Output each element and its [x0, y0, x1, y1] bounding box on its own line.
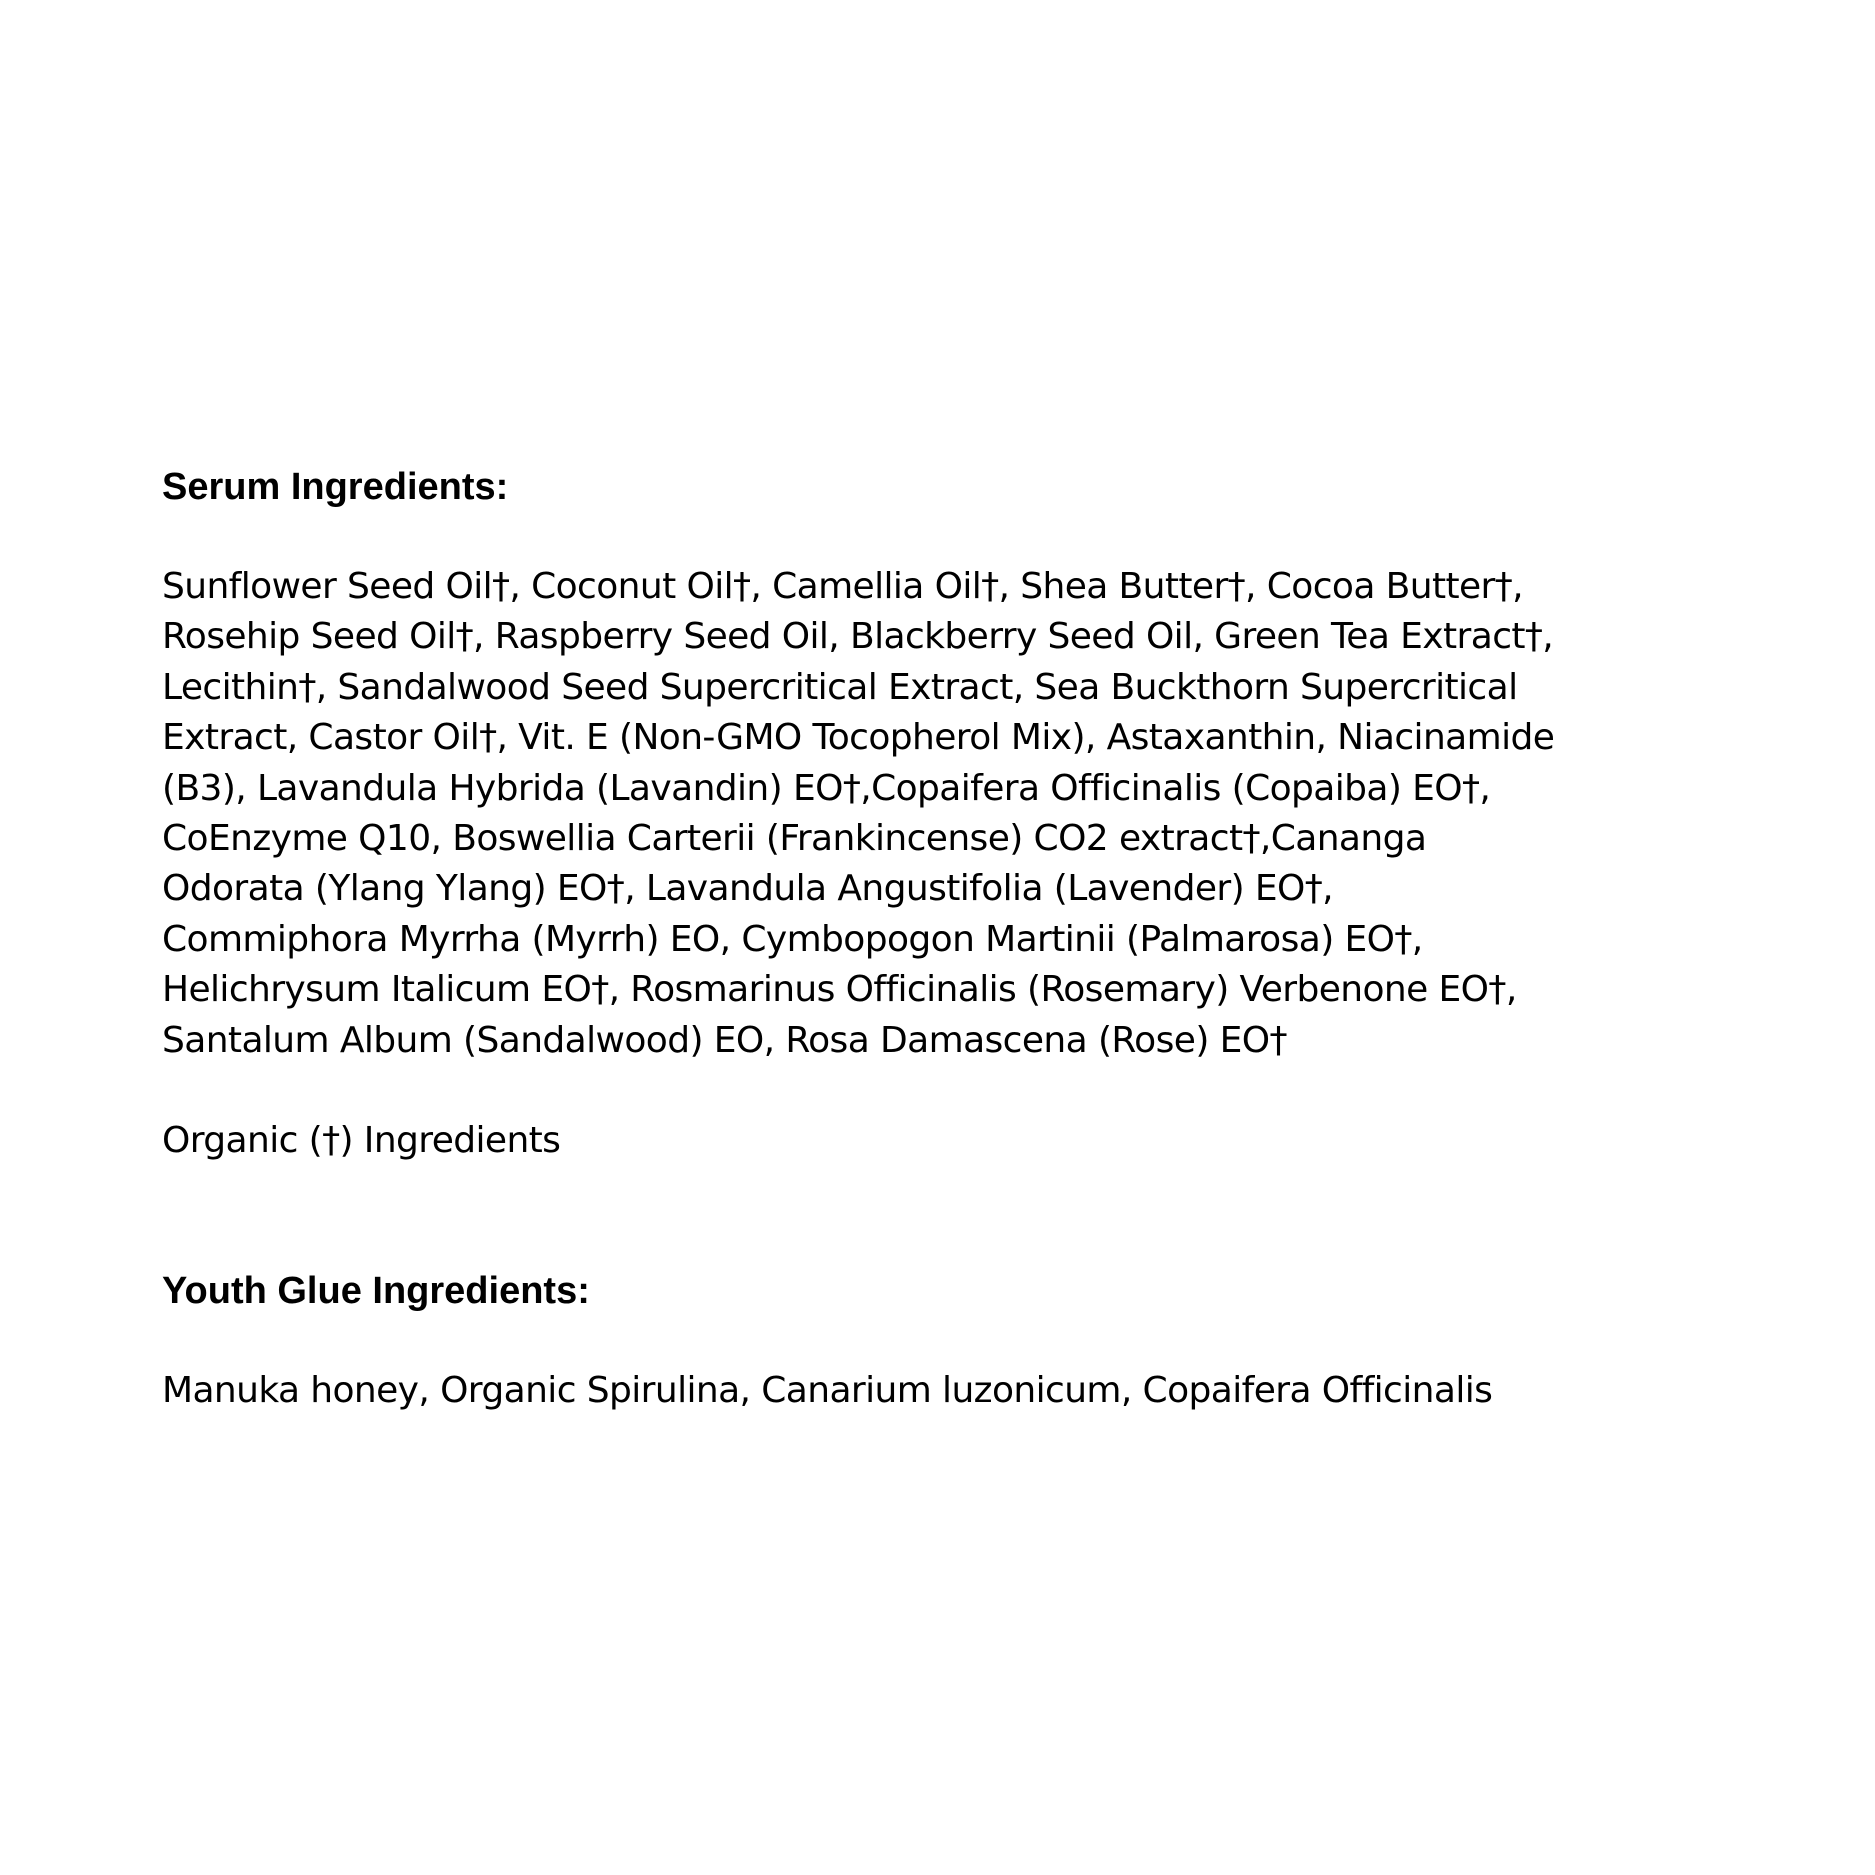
spacer	[162, 512, 1742, 562]
youth-glue-ingredients-list: Manuka honey, Organic Spirulina, Canarium luzonicum, Copaifera Officinalis	[162, 1370, 1493, 1412]
spacer	[162, 1166, 1742, 1266]
serum-ingredients-line: Rosehip Seed Oil†, Raspberry Seed Oil, Blackberry Seed Oil, Green Tea Extract†,	[162, 616, 1554, 658]
serum-ingredients-line: Extract, Castor Oil†, Vit. E (Non-GMO Tocopherol Mix), Astaxanthin, Niacinamide	[162, 717, 1555, 759]
serum-ingredients-line: Lecithin†, Sandalwood Seed Supercritical Extract, Sea Buckthorn Supercritical	[162, 666, 1518, 708]
spacer	[162, 1066, 1742, 1116]
serum-ingredients-line: CoEnzyme Q10, Boswellia Carterii (Frankincense) CO2 extract†,Cananga	[162, 818, 1427, 860]
youth-glue-ingredients-heading: Youth Glue Ingredients:	[162, 1270, 590, 1313]
serum-ingredients-line: (B3), Lavandula Hybrida (Lavandin) EO†,Copaifera Officinalis (Copaiba) EO†,	[162, 767, 1491, 809]
serum-ingredients-line: Santalum Album (Sandalwood) EO, Rosa Damascena (Rose) EO†	[162, 1019, 1287, 1061]
serum-ingredients-heading: Serum Ingredients:	[162, 466, 509, 508]
serum-ingredients-line: Helichrysum Italicum EO†, Rosmarinus Officinalis (Rosemary) Verbenone EO†,	[162, 969, 1517, 1011]
spacer	[162, 1316, 1742, 1366]
ingredients-panel	[162, 462, 1742, 1417]
organic-note: Organic (†) Ingredients	[162, 1120, 561, 1162]
serum-ingredients-line: Commiphora Myrrha (Myrrh) EO, Cymbopogon Martinii (Palmarosa) EO†,	[162, 918, 1423, 960]
serum-ingredients-line: Odorata (Ylang Ylang) EO†, Lavandula Angustifolia (Lavender) EO†,	[162, 868, 1333, 910]
serum-ingredients-list	[162, 562, 1742, 1066]
serum-ingredients-line: Sunflower Seed Oil†, Coconut Oil†, Camellia Oil†, Shea Butter†, Cocoa Butter†,	[162, 566, 1523, 607]
